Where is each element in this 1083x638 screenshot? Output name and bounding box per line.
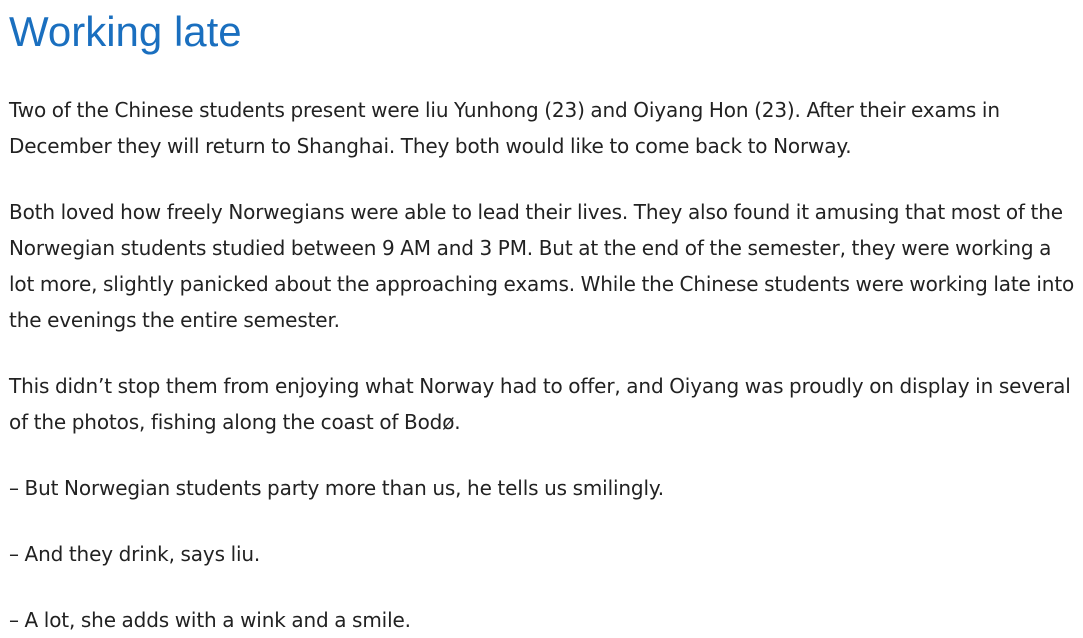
article-paragraph: This didn’t stop them from enjoying what Norway had to offer, and Oiyang was proudly on display in several of the photos, fishing along the coast of Bodø. bbox=[9, 374, 1071, 434]
article-quote: – But Norwegian students party more than us, he tells us smilingly. bbox=[9, 476, 664, 500]
article-paragraph: Both loved how freely Norwegians were able to lead their lives. They also found it amusing that most of the Norwegian students studied between 9 AM and 3 PM. But at the end of the semester, they were working a lot more, slightly panicked about the approaching exams. While the Chinese students were working late into the evenings the entire semester. bbox=[9, 200, 1075, 332]
article-quote: – And they drink, says liu. bbox=[9, 542, 261, 566]
article-title: Working late bbox=[9, 8, 242, 55]
article-quote: – A lot, she adds with a wink and a smile. bbox=[9, 608, 411, 632]
article-paragraph: Two of the Chinese students present were liu Yunhong (23) and Oiyang Hon (23). After their exams in December they will return to Shanghai. They both would like to come back to Norway. bbox=[9, 98, 1000, 158]
article bbox=[9, 0, 1077, 638]
